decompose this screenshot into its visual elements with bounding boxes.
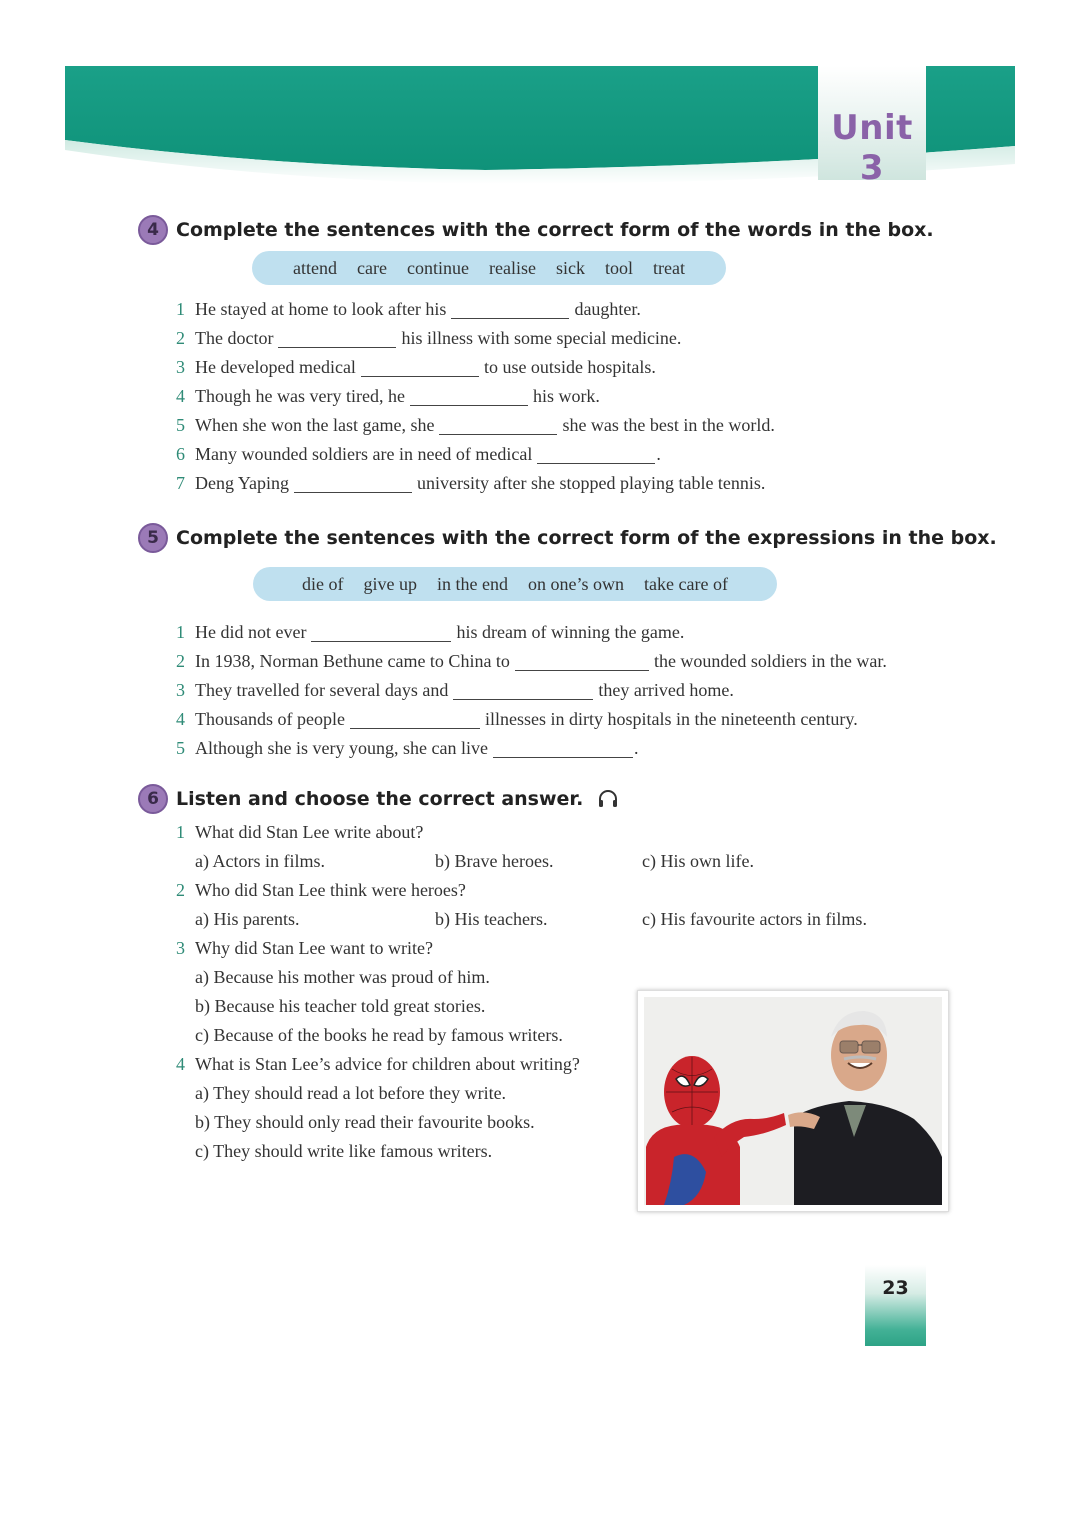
question-line: 4 What is Stan Lee’s advice for children about writing?: [176, 1054, 580, 1074]
exercise-5-heading: [138, 522, 997, 554]
sentence-line: 1 He stayed at home to look after his daughter.: [176, 299, 641, 319]
exercise-5-sentences: [176, 618, 966, 763]
sentence-line: 2 In 1938, Norman Bethune came to China to the wounded soldiers in the war.: [176, 651, 887, 671]
answer-option[interactable]: a) His parents.: [195, 909, 300, 929]
headphones-icon[interactable]: [597, 788, 619, 810]
sentence-line: 5 Although she is very young, she can live .: [176, 738, 639, 758]
photo-illustration: [644, 997, 942, 1205]
answer-blank[interactable]: [361, 359, 479, 377]
sentence-line: 2 The doctor his illness with some special medicine.: [176, 328, 682, 348]
answer-option[interactable]: b) Because his teacher told great stories.: [195, 996, 486, 1016]
word-box-item: care: [357, 257, 387, 278]
answer-blank[interactable]: [350, 711, 480, 729]
exercise-5-title: Complete the sentences with the correct form of the expressions in the box.: [176, 527, 997, 549]
answer-blank[interactable]: [537, 446, 655, 464]
answer-blank[interactable]: [493, 740, 633, 758]
answer-option[interactable]: c) His own life.: [642, 851, 754, 871]
sentence-line: 6 Many wounded soldiers are in need of medical .: [176, 444, 661, 464]
exercise-5-word-box: [253, 567, 777, 601]
answer-blank[interactable]: [451, 301, 569, 319]
exercise-number-badge: 6: [138, 784, 168, 814]
sentence-line: 3 They travelled for several days and they arrived home.: [176, 680, 734, 700]
sentence-line: 4 Thousands of people illnesses in dirty hospitals in the nineteenth century.: [176, 709, 858, 729]
exercise-4-heading: [138, 214, 934, 246]
unit-title: Unit 3: [831, 108, 913, 188]
options-row: [176, 847, 966, 876]
word-box-item: sick: [555, 257, 585, 278]
question-line: 3 Why did Stan Lee want to write?: [176, 938, 433, 958]
exercise-number-badge: 5: [138, 523, 168, 553]
sentence-line: 4 Though he was very tired, he his work.: [176, 386, 600, 406]
exercise-4-title: Complete the sentences with the correct form of the words in the box.: [176, 219, 934, 241]
answer-blank[interactable]: [311, 624, 451, 642]
word-box-item: die of: [302, 573, 344, 594]
exercise-4-sentences: [176, 295, 966, 498]
word-box-item: continue: [407, 257, 469, 278]
answer-blank[interactable]: [278, 330, 396, 348]
word-box-item: treat: [652, 257, 685, 278]
answer-option[interactable]: a) They should read a lot before they write.: [195, 1083, 507, 1103]
options-row: [176, 905, 966, 934]
answer-blank[interactable]: [515, 653, 649, 671]
word-box-item: tool: [604, 257, 633, 278]
answer-option[interactable]: c) Because of the books he read by famous writers.: [195, 1025, 563, 1045]
sentence-line: 5 When she won the last game, she she was the best in the world.: [176, 415, 775, 435]
answer-option[interactable]: c) His favourite actors in films.: [642, 909, 867, 929]
word-box-item: realise: [488, 257, 536, 278]
word-box-item: in the end: [437, 573, 509, 594]
answer-option[interactable]: a) Because his mother was proud of him.: [195, 967, 490, 987]
answer-blank[interactable]: [410, 388, 528, 406]
sentence-line: 7 Deng Yaping university after she stopped playing table tennis.: [176, 473, 766, 493]
sentence-line: 1 He did not ever his dream of winning the game.: [176, 622, 685, 642]
question-line: 2 Who did Stan Lee think were heroes?: [176, 880, 466, 900]
answer-option[interactable]: b) Brave heroes.: [435, 851, 554, 871]
word-box-item: take care of: [644, 573, 728, 594]
answer-option[interactable]: a) Actors in films.: [195, 851, 325, 871]
exercise-6-heading: [138, 783, 619, 815]
stan-lee-photo: [637, 990, 949, 1212]
word-box-item: give up: [363, 573, 418, 594]
page-number: 23: [882, 1277, 909, 1299]
exercise-4-word-box: [252, 251, 726, 285]
exercise-number-badge: 4: [138, 215, 168, 245]
answer-option[interactable]: c) They should write like famous writers.: [195, 1141, 493, 1161]
sentence-line: 3 He developed medical to use outside hospitals.: [176, 357, 656, 377]
question-line: 1 What did Stan Lee write about?: [176, 822, 424, 842]
word-box-item: on one’s own: [528, 573, 625, 594]
word-box-item: attend: [293, 257, 338, 278]
answer-option[interactable]: b) They should only read their favourite books.: [195, 1112, 535, 1132]
exercise-6-title: Listen and choose the correct answer.: [176, 788, 584, 810]
answer-option[interactable]: b) His teachers.: [435, 909, 548, 929]
answer-blank[interactable]: [453, 682, 593, 700]
answer-blank[interactable]: [439, 417, 557, 435]
answer-blank[interactable]: [294, 475, 412, 493]
